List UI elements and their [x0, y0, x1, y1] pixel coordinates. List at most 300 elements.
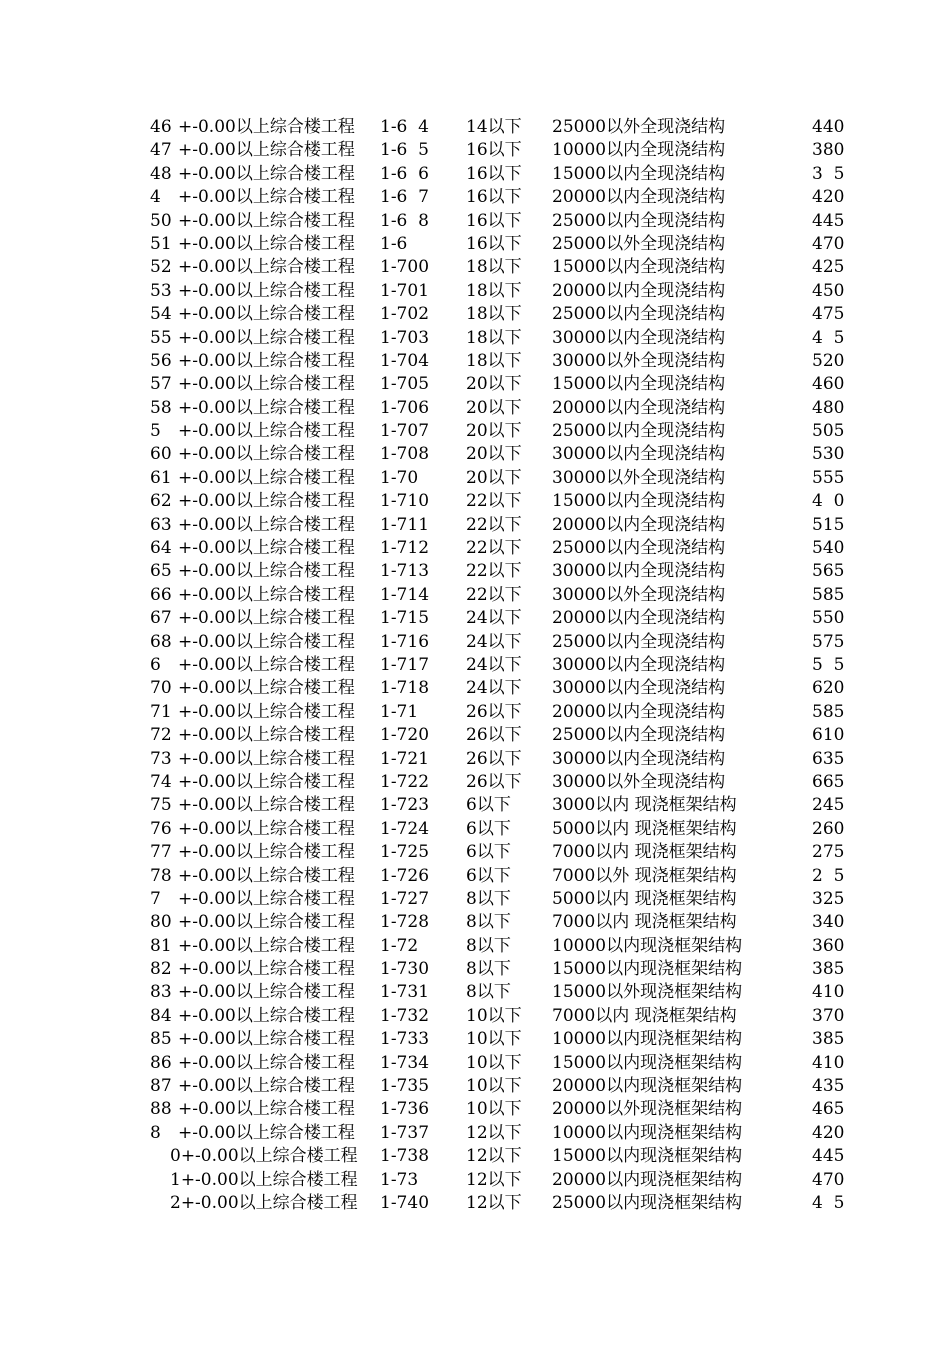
table-row	[150, 1192, 870, 1215]
value: 635	[812, 748, 845, 769]
row-number: 53	[150, 280, 172, 301]
project-name: +-0.00以上综合楼工程	[178, 631, 355, 652]
table-row	[150, 841, 870, 864]
row-number: 51	[150, 233, 172, 254]
quota-code: 1-731	[380, 982, 430, 1003]
table-row	[150, 233, 870, 256]
floor-limit: 6以下	[466, 818, 511, 839]
value: 5 5	[812, 654, 845, 675]
table-row	[150, 724, 870, 747]
value: 325	[812, 888, 845, 909]
quota-code: 1-704	[380, 350, 430, 371]
area-structure: 15000以内全现浇结构	[552, 163, 726, 184]
floor-limit: 16以下	[466, 210, 522, 231]
project-name: +-0.00以上综合楼工程	[178, 327, 355, 348]
table-row	[150, 467, 870, 490]
table-row	[150, 981, 870, 1004]
value: 515	[812, 514, 845, 535]
quota-code: 1-6	[380, 233, 408, 254]
area-structure: 15000以内现浇框架结构	[552, 1052, 743, 1073]
table-row	[150, 1075, 870, 1098]
quota-code: 1-728	[380, 912, 430, 933]
floor-limit: 20以下	[466, 421, 522, 442]
project-name: 2+-0.00以上综合楼工程	[170, 1192, 358, 1213]
project-name: +-0.00以上综合楼工程	[178, 514, 355, 535]
floor-limit: 18以下	[466, 304, 522, 325]
project-name: +-0.00以上综合楼工程	[178, 982, 355, 1003]
table-row	[150, 911, 870, 934]
value: 575	[812, 631, 845, 652]
quota-code: 1-71	[380, 701, 419, 722]
value: 460	[812, 374, 845, 395]
quota-code: 1-6 6	[380, 163, 429, 184]
area-structure: 20000以外现浇框架结构	[552, 1099, 743, 1120]
value: 620	[812, 678, 845, 699]
row-number: 56	[150, 350, 172, 371]
area-structure: 10000以内全现浇结构	[552, 140, 726, 161]
table-row	[150, 1122, 870, 1145]
quota-code: 1-737	[380, 1122, 430, 1143]
table-row	[150, 1052, 870, 1075]
floor-limit: 8以下	[466, 935, 511, 956]
table-row	[150, 654, 870, 677]
value: 565	[812, 561, 845, 582]
row-number: 84	[150, 1005, 172, 1026]
value: 340	[812, 912, 845, 933]
value: 530	[812, 444, 845, 465]
area-structure: 25000以内全现浇结构	[552, 538, 726, 559]
quota-code: 1-717	[380, 654, 430, 675]
quota-code: 1-706	[380, 397, 430, 418]
floor-limit: 22以下	[466, 561, 522, 582]
floor-limit: 26以下	[466, 771, 522, 792]
quota-code: 1-727	[380, 888, 430, 909]
floor-limit: 20以下	[466, 397, 522, 418]
table-row	[150, 139, 870, 162]
row-number: 52	[150, 257, 172, 278]
area-structure: 20000以内全现浇结构	[552, 608, 726, 629]
project-name: +-0.00以上综合楼工程	[178, 467, 355, 488]
row-number: 70	[150, 678, 172, 699]
row-number: 62	[150, 491, 172, 512]
table-row	[150, 888, 870, 911]
area-structure: 30000以内全现浇结构	[552, 444, 726, 465]
project-name: +-0.00以上综合楼工程	[178, 842, 355, 863]
floor-limit: 20以下	[466, 444, 522, 465]
table-row	[150, 748, 870, 771]
table-row	[150, 186, 870, 209]
project-name: +-0.00以上综合楼工程	[178, 608, 355, 629]
table-row	[150, 1098, 870, 1121]
row-number: 68	[150, 631, 172, 652]
value: 665	[812, 771, 845, 792]
project-name: +-0.00以上综合楼工程	[178, 280, 355, 301]
floor-limit: 18以下	[466, 280, 522, 301]
table-row	[150, 631, 870, 654]
table-row	[150, 116, 870, 139]
area-structure: 15000以外现浇框架结构	[552, 982, 743, 1003]
area-structure: 25000以内全现浇结构	[552, 421, 726, 442]
project-name: +-0.00以上综合楼工程	[178, 748, 355, 769]
area-structure: 10000以内现浇框架结构	[552, 1029, 743, 1050]
table-row	[150, 584, 870, 607]
area-structure: 5000以内 现浇框架结构	[552, 818, 737, 839]
area-structure: 20000以内全现浇结构	[552, 514, 726, 535]
floor-limit: 16以下	[466, 140, 522, 161]
project-name: +-0.00以上综合楼工程	[178, 865, 355, 886]
value: 585	[812, 584, 845, 605]
floor-limit: 16以下	[466, 187, 522, 208]
quota-code: 1-73	[380, 1169, 419, 1190]
row-number: 75	[150, 795, 172, 816]
table-row	[150, 1169, 870, 1192]
floor-limit: 8以下	[466, 912, 511, 933]
area-structure: 30000以外全现浇结构	[552, 467, 726, 488]
quota-code: 1-6 7	[380, 187, 429, 208]
floor-limit: 6以下	[466, 795, 511, 816]
area-structure: 30000以内全现浇结构	[552, 678, 726, 699]
quota-code: 1-701	[380, 280, 430, 301]
table-row	[150, 818, 870, 841]
table-row	[150, 537, 870, 560]
floor-limit: 6以下	[466, 842, 511, 863]
value: 425	[812, 257, 845, 278]
quota-code: 1-710	[380, 491, 430, 512]
quota-code: 1-718	[380, 678, 430, 699]
project-name: +-0.00以上综合楼工程	[178, 678, 355, 699]
row-number: 78	[150, 865, 172, 886]
value: 505	[812, 421, 845, 442]
value: 370	[812, 1005, 845, 1026]
area-structure: 30000以外全现浇结构	[552, 584, 726, 605]
area-structure: 25000以外全现浇结构	[552, 117, 726, 137]
quota-code: 1-726	[380, 865, 430, 886]
area-structure: 15000以内全现浇结构	[552, 257, 726, 278]
floor-limit: 26以下	[466, 701, 522, 722]
area-structure: 30000以内全现浇结构	[552, 561, 726, 582]
row-number: 65	[150, 561, 172, 582]
area-structure: 20000以内现浇框架结构	[552, 1169, 743, 1190]
quota-code: 1-713	[380, 561, 430, 582]
quota-code: 1-708	[380, 444, 430, 465]
row-number: 86	[150, 1052, 172, 1073]
value: 585	[812, 701, 845, 722]
value: 4 5	[812, 327, 845, 348]
project-name: +-0.00以上综合楼工程	[178, 117, 355, 137]
row-number: 83	[150, 982, 172, 1003]
value: 245	[812, 795, 845, 816]
quota-code: 1-730	[380, 959, 430, 980]
floor-limit: 22以下	[466, 491, 522, 512]
floor-limit: 12以下	[466, 1169, 522, 1190]
table-row	[150, 256, 870, 279]
table-row	[150, 1145, 870, 1168]
area-structure: 30000以外全现浇结构	[552, 350, 726, 371]
row-number: 80	[150, 912, 172, 933]
value: 380	[812, 140, 845, 161]
floor-limit: 26以下	[466, 725, 522, 746]
row-number: 76	[150, 818, 172, 839]
table-row	[150, 1028, 870, 1051]
floor-limit: 10以下	[466, 1052, 522, 1073]
row-number: 63	[150, 514, 172, 535]
table-row	[150, 677, 870, 700]
project-name: +-0.00以上综合楼工程	[178, 888, 355, 909]
row-number: 74	[150, 771, 172, 792]
row-number: 73	[150, 748, 172, 769]
floor-limit: 26以下	[466, 748, 522, 769]
value: 4 0	[812, 491, 845, 512]
quota-code: 1-722	[380, 771, 430, 792]
project-name: +-0.00以上综合楼工程	[178, 210, 355, 231]
project-name: +-0.00以上综合楼工程	[178, 1076, 355, 1097]
quota-code: 1-711	[380, 514, 430, 535]
area-structure: 25000以内全现浇结构	[552, 725, 726, 746]
project-name: +-0.00以上综合楼工程	[178, 538, 355, 559]
project-name: +-0.00以上综合楼工程	[178, 1099, 355, 1120]
area-structure: 5000以内 现浇框架结构	[552, 888, 737, 909]
floor-limit: 22以下	[466, 514, 522, 535]
table-row	[150, 560, 870, 583]
project-name: +-0.00以上综合楼工程	[178, 771, 355, 792]
table-row	[150, 327, 870, 350]
floor-limit: 12以下	[466, 1122, 522, 1143]
quota-code: 1-703	[380, 327, 430, 348]
project-name: +-0.00以上综合楼工程	[178, 421, 355, 442]
project-name: +-0.00以上综合楼工程	[178, 584, 355, 605]
area-structure: 20000以内现浇框架结构	[552, 1076, 743, 1097]
quota-code: 1-714	[380, 584, 430, 605]
row-number: 67	[150, 608, 172, 629]
table-row	[150, 794, 870, 817]
value: 260	[812, 818, 845, 839]
floor-limit: 22以下	[466, 584, 522, 605]
table-row	[150, 958, 870, 981]
value: 465	[812, 1099, 845, 1120]
quota-code: 1-734	[380, 1052, 430, 1073]
value: 420	[812, 1122, 845, 1143]
project-name: +-0.00以上综合楼工程	[178, 1029, 355, 1050]
row-number: 58	[150, 397, 172, 418]
row-number: 47	[150, 140, 172, 161]
floor-limit: 20以下	[466, 467, 522, 488]
area-structure: 15000以内现浇框架结构	[552, 1146, 743, 1167]
area-structure: 25000以外全现浇结构	[552, 233, 726, 254]
project-name: 1+-0.00以上综合楼工程	[170, 1169, 358, 1190]
row-number: 55	[150, 327, 172, 348]
quota-code: 1-705	[380, 374, 430, 395]
area-structure: 7000以内 现浇框架结构	[552, 1005, 737, 1026]
floor-limit: 12以下	[466, 1192, 522, 1213]
area-structure: 15000以内全现浇结构	[552, 491, 726, 512]
area-structure: 25000以内现浇框架结构	[552, 1192, 743, 1213]
quota-code: 1-721	[380, 748, 430, 769]
row-number: 88	[150, 1099, 172, 1120]
table-row	[150, 865, 870, 888]
area-structure: 10000以内现浇框架结构	[552, 935, 743, 956]
project-name: +-0.00以上综合楼工程	[178, 163, 355, 184]
table-row	[150, 210, 870, 233]
project-name: +-0.00以上综合楼工程	[178, 374, 355, 395]
row-number: 6	[150, 654, 161, 675]
row-number: 61	[150, 467, 172, 488]
table-row	[150, 1005, 870, 1028]
area-structure: 30000以内全现浇结构	[552, 654, 726, 675]
project-name: +-0.00以上综合楼工程	[178, 257, 355, 278]
area-structure: 25000以内全现浇结构	[552, 631, 726, 652]
area-structure: 30000以内全现浇结构	[552, 327, 726, 348]
quota-code: 1-735	[380, 1076, 430, 1097]
project-name: +-0.00以上综合楼工程	[178, 140, 355, 161]
floor-limit: 24以下	[466, 631, 522, 652]
area-structure: 20000以内全现浇结构	[552, 280, 726, 301]
quota-code: 1-700	[380, 257, 430, 278]
floor-limit: 24以下	[466, 654, 522, 675]
floor-limit: 16以下	[466, 163, 522, 184]
quota-code: 1-702	[380, 304, 430, 325]
table-row	[150, 443, 870, 466]
area-structure: 3000以内 现浇框架结构	[552, 795, 737, 816]
area-structure: 25000以内全现浇结构	[552, 210, 726, 231]
area-structure: 20000以内全现浇结构	[552, 701, 726, 722]
quota-code: 1-723	[380, 795, 430, 816]
row-number: 66	[150, 584, 172, 605]
project-name: +-0.00以上综合楼工程	[178, 444, 355, 465]
floor-limit: 6以下	[466, 865, 511, 886]
quota-code: 1-712	[380, 538, 430, 559]
quota-code: 1-715	[380, 608, 430, 629]
row-number: 77	[150, 842, 172, 863]
value: 610	[812, 725, 845, 746]
area-structure: 7000以内 现浇框架结构	[552, 842, 737, 863]
floor-limit: 22以下	[466, 538, 522, 559]
quota-code: 1-707	[380, 421, 430, 442]
project-name: +-0.00以上综合楼工程	[178, 912, 355, 933]
project-name: +-0.00以上综合楼工程	[178, 491, 355, 512]
value: 550	[812, 608, 845, 629]
quota-code: 1-738	[380, 1146, 430, 1167]
area-structure: 15000以内全现浇结构	[552, 374, 726, 395]
quota-code: 1-740	[380, 1192, 430, 1213]
area-structure: 30000以外全现浇结构	[552, 771, 726, 792]
row-number: 50	[150, 210, 172, 231]
table-row	[150, 303, 870, 326]
value: 3 5	[812, 163, 845, 184]
quota-code: 1-725	[380, 842, 430, 863]
quota-code: 1-6 8	[380, 210, 429, 231]
row-number: 5	[150, 421, 161, 442]
project-name: 0+-0.00以上综合楼工程	[170, 1146, 358, 1167]
value: 480	[812, 397, 845, 418]
row-number: 72	[150, 725, 172, 746]
table-row	[150, 771, 870, 794]
row-number: 57	[150, 374, 172, 395]
area-structure: 30000以内全现浇结构	[552, 748, 726, 769]
row-number: 71	[150, 701, 172, 722]
project-name: +-0.00以上综合楼工程	[178, 818, 355, 839]
project-name: +-0.00以上综合楼工程	[178, 935, 355, 956]
area-structure: 20000以内全现浇结构	[552, 397, 726, 418]
project-name: +-0.00以上综合楼工程	[178, 1052, 355, 1073]
table-row	[150, 280, 870, 303]
project-name: +-0.00以上综合楼工程	[178, 350, 355, 371]
value: 450	[812, 280, 845, 301]
value: 520	[812, 350, 845, 371]
floor-limit: 24以下	[466, 678, 522, 699]
project-name: +-0.00以上综合楼工程	[178, 1005, 355, 1026]
area-structure: 20000以内全现浇结构	[552, 187, 726, 208]
project-name: +-0.00以上综合楼工程	[178, 397, 355, 418]
quota-code: 1-736	[380, 1099, 430, 1120]
table-row	[150, 935, 870, 958]
table-row	[150, 350, 870, 373]
project-name: +-0.00以上综合楼工程	[178, 233, 355, 254]
quota-code: 1-6 4	[380, 117, 429, 137]
row-number: 46	[150, 117, 172, 137]
table-row	[150, 163, 870, 186]
quota-code: 1-724	[380, 818, 430, 839]
row-number: 4	[150, 187, 161, 208]
row-number: 64	[150, 538, 172, 559]
area-structure: 25000以内全现浇结构	[552, 304, 726, 325]
value: 275	[812, 842, 845, 863]
value: 470	[812, 1169, 845, 1190]
row-number: 7	[150, 888, 161, 909]
project-name: +-0.00以上综合楼工程	[178, 187, 355, 208]
area-structure: 15000以内现浇框架结构	[552, 959, 743, 980]
table-row	[150, 701, 870, 724]
project-name: +-0.00以上综合楼工程	[178, 795, 355, 816]
floor-limit: 10以下	[466, 1029, 522, 1050]
value: 410	[812, 982, 845, 1003]
project-name: +-0.00以上综合楼工程	[178, 725, 355, 746]
floor-limit: 10以下	[466, 1076, 522, 1097]
row-number: 81	[150, 935, 172, 956]
table-row	[150, 607, 870, 630]
project-name: +-0.00以上综合楼工程	[178, 701, 355, 722]
table-row	[150, 490, 870, 513]
quota-code: 1-716	[380, 631, 430, 652]
floor-limit: 18以下	[466, 257, 522, 278]
floor-limit: 14以下	[466, 117, 522, 137]
value: 2 5	[812, 865, 845, 886]
project-name: +-0.00以上综合楼工程	[178, 561, 355, 582]
row-number: 60	[150, 444, 172, 465]
floor-limit: 8以下	[466, 982, 511, 1003]
floor-limit: 18以下	[466, 327, 522, 348]
value: 360	[812, 935, 845, 956]
table-row	[150, 420, 870, 443]
quota-table	[150, 116, 870, 1215]
floor-limit: 12以下	[466, 1146, 522, 1167]
floor-limit: 10以下	[466, 1099, 522, 1120]
area-structure: 10000以内现浇框架结构	[552, 1122, 743, 1143]
quota-code: 1-733	[380, 1029, 430, 1050]
value: 420	[812, 187, 845, 208]
table-row	[150, 397, 870, 420]
floor-limit: 24以下	[466, 608, 522, 629]
value: 410	[812, 1052, 845, 1073]
floor-limit: 8以下	[466, 888, 511, 909]
value: 475	[812, 304, 845, 325]
value: 445	[812, 1146, 845, 1167]
value: 540	[812, 538, 845, 559]
quota-code: 1-720	[380, 725, 430, 746]
quota-code: 1-72	[380, 935, 419, 956]
floor-limit: 10以下	[466, 1005, 522, 1026]
value: 435	[812, 1076, 845, 1097]
row-number: 82	[150, 959, 172, 980]
